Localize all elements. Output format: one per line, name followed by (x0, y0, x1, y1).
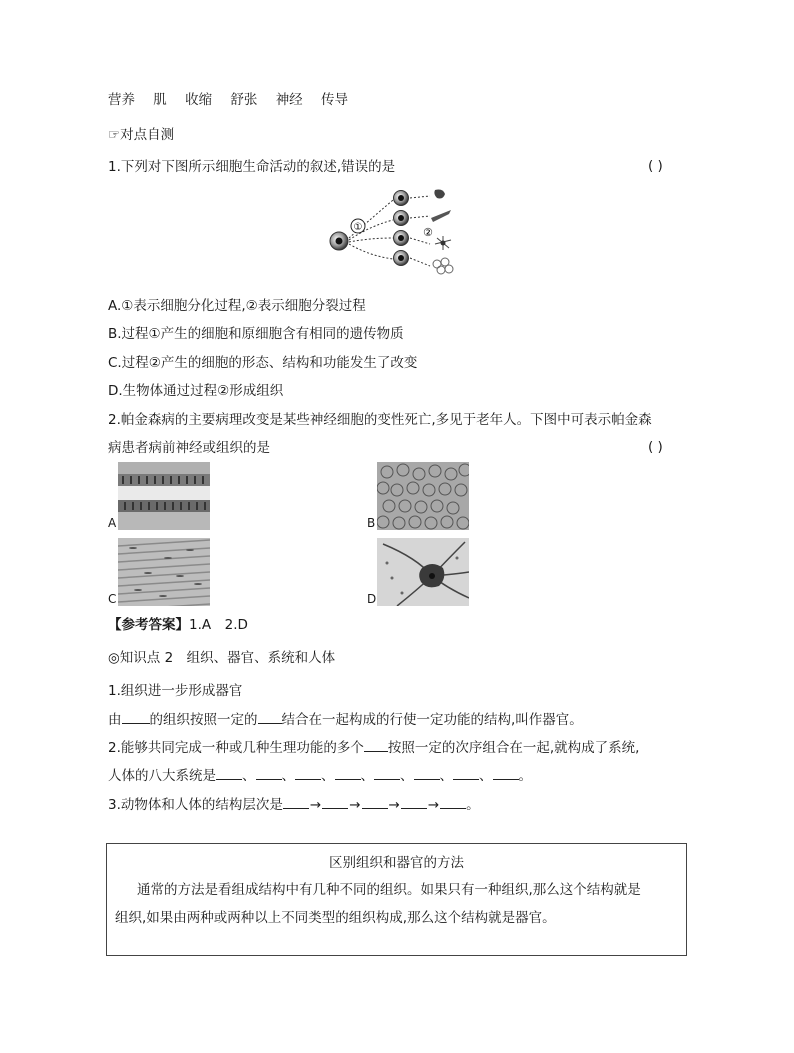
s1-text-2: 的组织按照一定的 (149, 712, 258, 728)
end-mark: 。 (518, 768, 532, 784)
sep: 、 (360, 768, 374, 784)
diagram-label-2: ② (423, 226, 433, 239)
s1-fill-line (108, 710, 583, 729)
sep: 、 (242, 768, 256, 784)
tip-box-line2: 组织,如果由两种或两种以上不同类型的组织构成,那么这个结构就是器官。 (115, 910, 556, 926)
fill-blank[interactable] (122, 710, 150, 724)
fill-blank[interactable] (322, 795, 348, 809)
answer-text: 1.A 2.D (189, 617, 248, 633)
parent-cell (330, 232, 348, 250)
daughter-cells (394, 191, 409, 266)
arrow-icon: → (388, 797, 400, 813)
sep: 、 (400, 768, 414, 784)
arrow-icon: → (427, 797, 440, 813)
word-item: 舒张 (230, 92, 258, 108)
differentiated-cells (431, 190, 453, 275)
muscle-tissue-image (118, 538, 210, 606)
answer-label: 【参考答案】 (108, 617, 189, 633)
q1-option-d: D.生物体通过过程②形成组织 (108, 383, 284, 399)
s1-text-1: 由 (108, 712, 122, 728)
q1-option-b: B.过程①产生的细胞和原细胞含有相同的遗传物质 (108, 326, 404, 342)
nerve-tissue-image (377, 538, 469, 606)
fill-blank[interactable] (295, 766, 321, 780)
sep: 、 (281, 768, 295, 784)
word-item: 收缩 (185, 92, 213, 108)
sep: 、 (479, 768, 493, 784)
word-item: 肌 (153, 92, 167, 108)
sep: 、 (321, 768, 335, 784)
arrow-icon: → (349, 797, 361, 813)
word-item: 神经 (275, 92, 303, 108)
fill-blank[interactable] (335, 766, 361, 780)
self-test-header: ☞对点自测 (108, 127, 175, 143)
s2-prefix: 人体的八大系统是 (108, 768, 216, 784)
image-label-c: C (108, 592, 117, 606)
q2-stem-line1: 2.帕金森病的主要病理改变是某些神经细胞的变性死亡,多见于老年人。下图中可表示帕金森 (108, 412, 652, 428)
s2-line2 (108, 766, 532, 785)
word-item: 传导 (320, 92, 348, 108)
q2-answer-paren: ( ) (648, 439, 663, 455)
s3-line (108, 795, 480, 814)
answer-line (108, 616, 248, 634)
q1-option-c: C.过程②产生的细胞的形态、结构和功能发生了改变 (108, 355, 418, 371)
s2-text-1: 2.能够共同完成一种或几种生理功能的多个 (108, 740, 364, 756)
q2-stem-line2: 病患者病前神经或组织的是 (108, 440, 270, 456)
fill-blank[interactable] (256, 766, 282, 780)
image-label-a: A (108, 516, 117, 530)
tip-box-title: 区别组织和器官的方法 (329, 855, 464, 871)
image-label-d: D (367, 592, 377, 606)
fill-blank[interactable] (216, 766, 242, 780)
arrow-icon: → (309, 797, 322, 813)
s1-text-3: 结合在一起构成的行使一定功能的结构,叫作器官。 (281, 712, 583, 728)
tip-box (106, 843, 687, 956)
connective-tissue-image (377, 462, 469, 530)
knowledge-point-heading: ◎知识点 2 组织、器官、系统和人体 (108, 650, 336, 666)
fill-blank[interactable] (362, 795, 388, 809)
fill-blank[interactable] (414, 766, 440, 780)
fill-blank[interactable] (258, 710, 282, 724)
fill-blank[interactable] (453, 766, 479, 780)
fill-blank[interactable] (283, 795, 309, 809)
s3-prefix: 3.动物体和人体的结构层次是 (108, 797, 283, 813)
s2-line1 (108, 738, 639, 757)
diagram-label-1: ① (353, 222, 363, 233)
fill-blank[interactable] (364, 738, 388, 752)
end-mark: 。 (466, 797, 480, 813)
q1-answer-paren: ( ) (648, 158, 663, 174)
fill-blank[interactable] (374, 766, 400, 780)
epithelial-tissue-image (118, 462, 210, 530)
top-word-list (108, 91, 362, 109)
cell-division-diagram (325, 186, 460, 284)
fill-blank[interactable] (493, 766, 519, 780)
fill-blank[interactable] (401, 795, 427, 809)
s1-title: 1.组织进一步形成器官 (108, 683, 243, 699)
q1-option-a: A.①表示细胞分化过程,②表示细胞分裂过程 (108, 298, 366, 314)
word-item: 营养 (108, 92, 135, 108)
tip-box-line1: 通常的方法是看组成结构中有几种不同的组织。如果只有一种组织,那么这个结构就是 (137, 882, 641, 898)
q1-stem: 1.下列对下图所示细胞生命活动的叙述,错误的是 (108, 159, 396, 175)
image-label-b: B (367, 516, 376, 530)
s2-text-2: 按照一定的次序组合在一起,就构成了系统, (387, 740, 640, 756)
fill-blank[interactable] (440, 795, 466, 809)
sep: 、 (439, 768, 453, 784)
